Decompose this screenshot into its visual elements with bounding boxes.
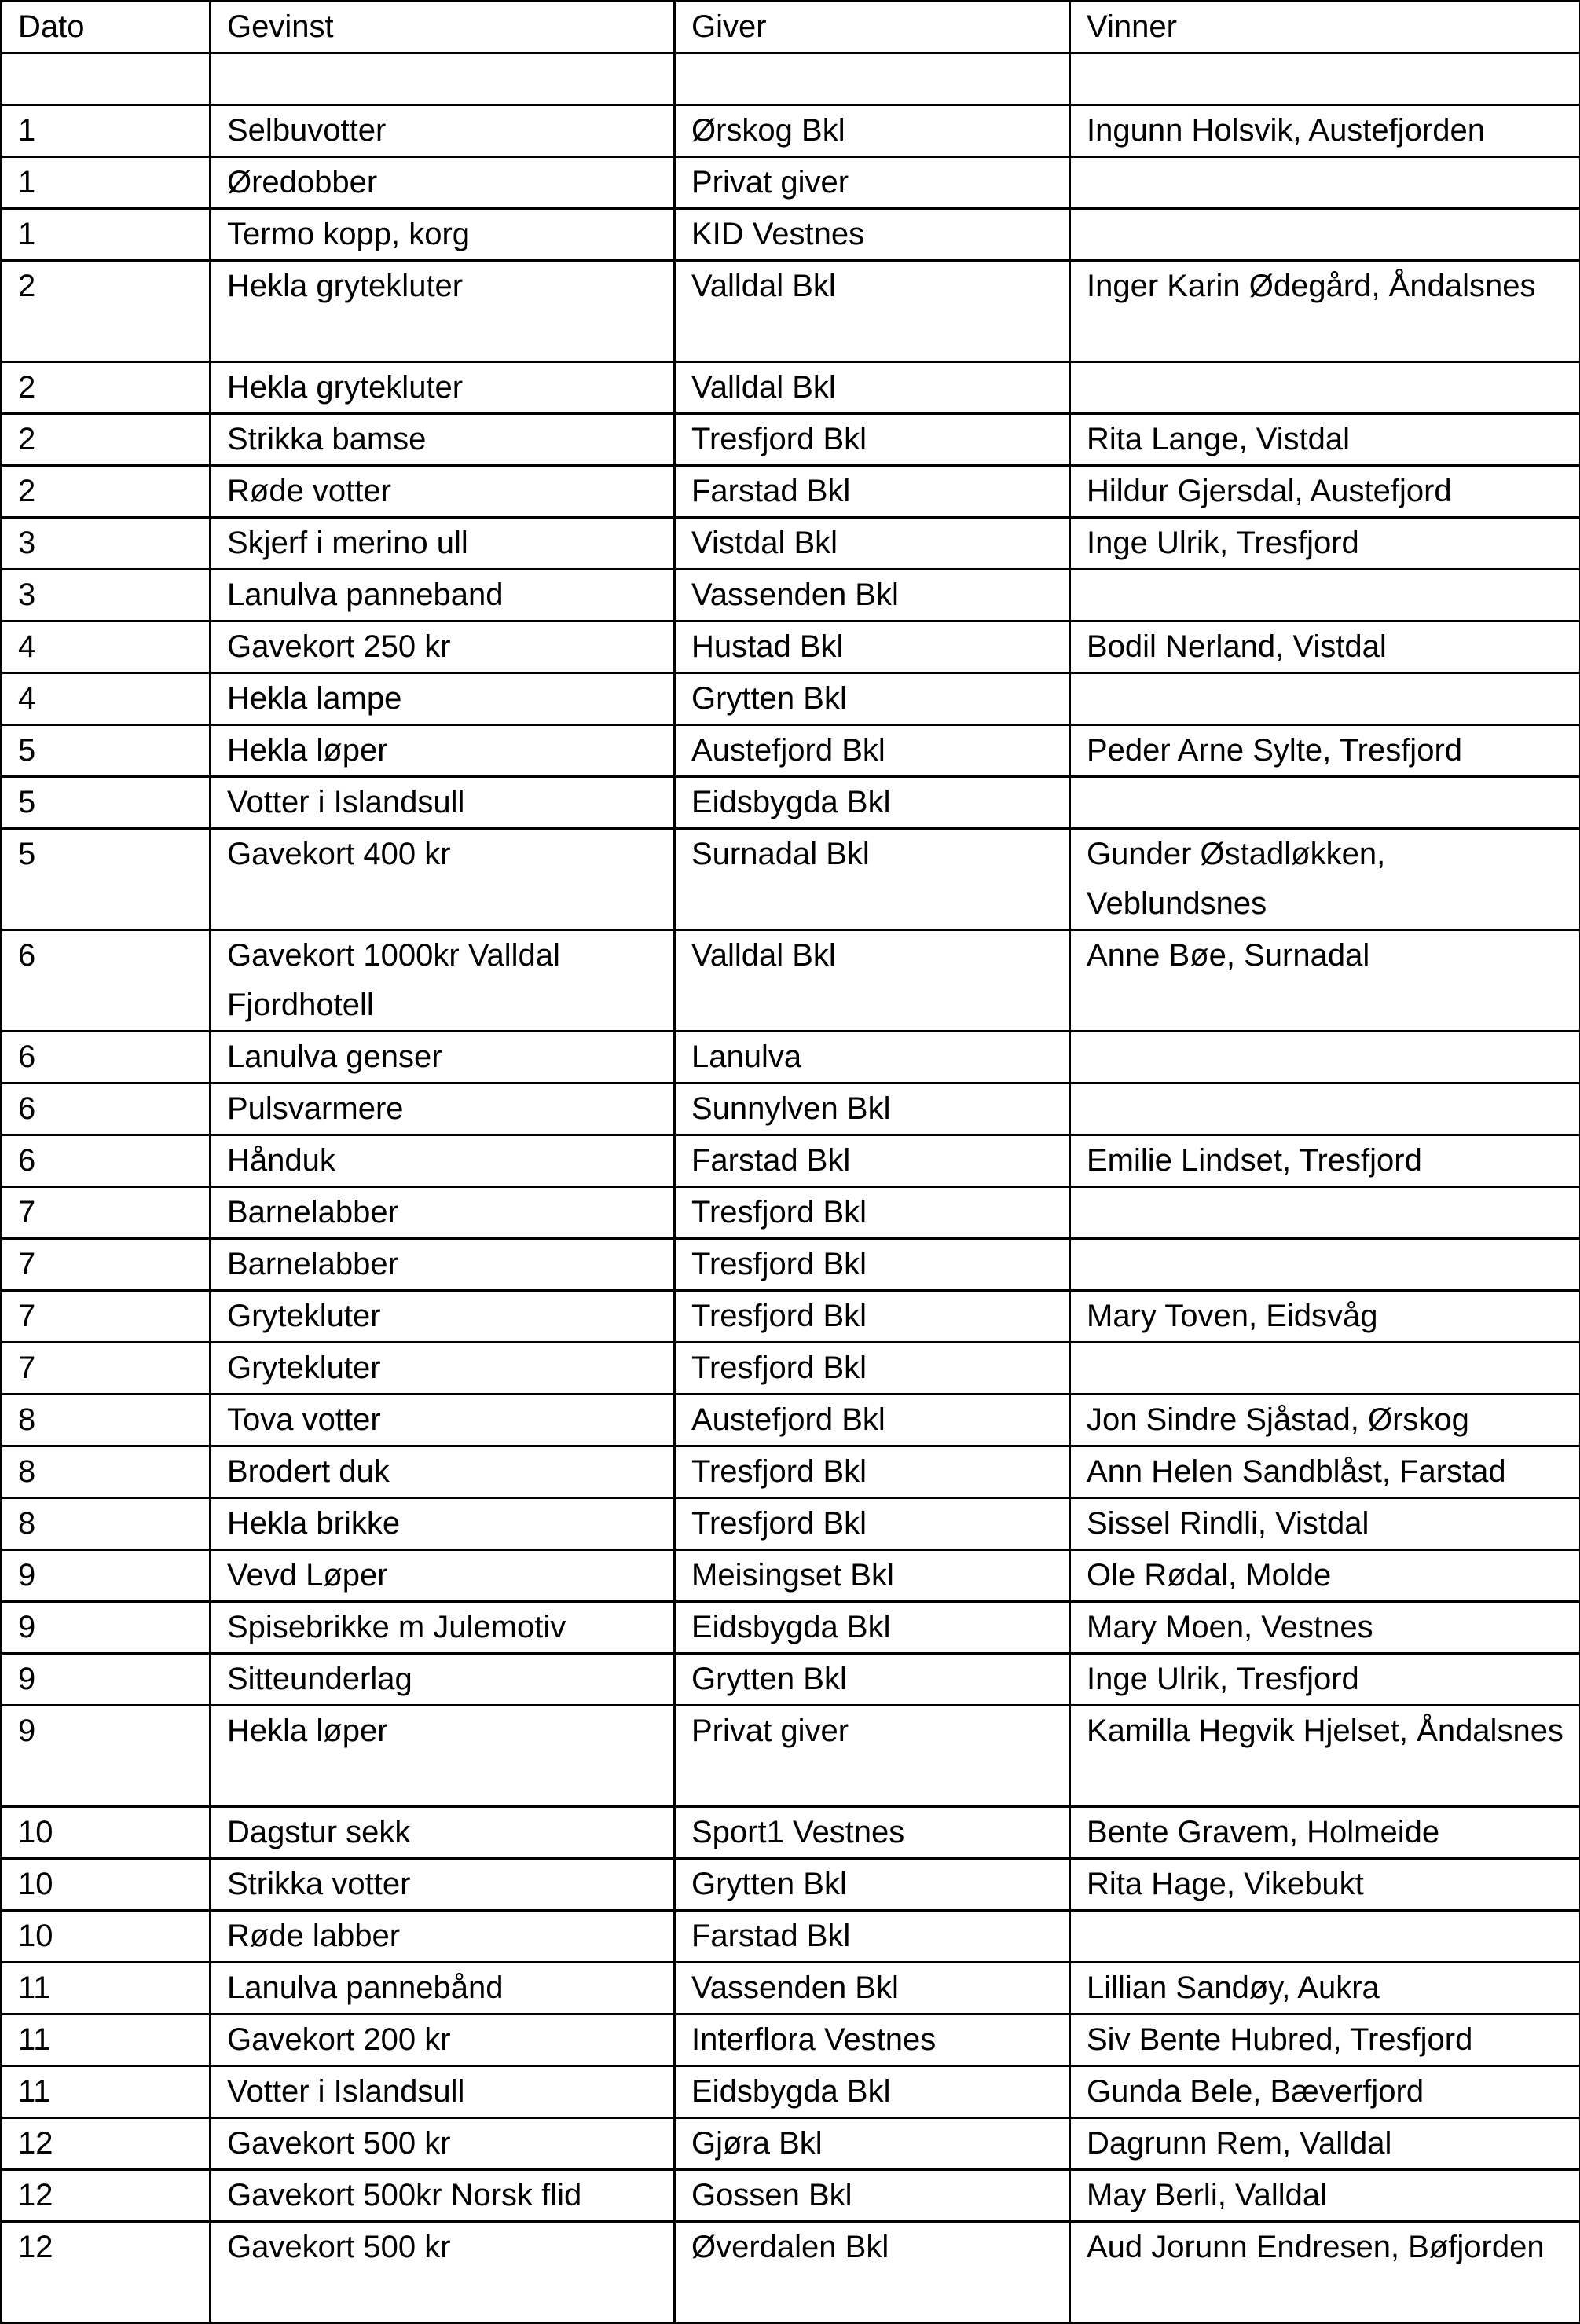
cell-gevinst: Gavekort 250 kr bbox=[211, 621, 675, 673]
table-row bbox=[2, 1395, 1580, 1446]
table-row bbox=[2, 2222, 1580, 2323]
cell-gevinst: Gavekort 500kr Norsk flid bbox=[211, 2170, 675, 2222]
cell-dato: 3 bbox=[2, 518, 211, 570]
cell-vinner: May Berli, Valldal bbox=[1070, 2170, 1580, 2222]
table-row bbox=[2, 2170, 1580, 2222]
cell-vinner bbox=[1070, 53, 1580, 105]
cell-giver: Vistdal Bkl bbox=[675, 518, 1070, 570]
cell-dato: 5 bbox=[2, 777, 211, 829]
cell-giver: Gjøra Bkl bbox=[675, 2118, 1070, 2170]
cell-vinner: Lillian Sandøy, Aukra bbox=[1070, 1963, 1580, 2014]
cell-giver: KID Vestnes bbox=[675, 209, 1070, 261]
table-row bbox=[2, 777, 1580, 829]
cell-dato: 10 bbox=[2, 1807, 211, 1859]
cell-giver: Grytten Bkl bbox=[675, 673, 1070, 725]
cell-gevinst: Gavekort 1000kr Valldal Fjordhotell bbox=[211, 930, 675, 1032]
cell-dato: 9 bbox=[2, 1706, 211, 1807]
cell-gevinst: Tova votter bbox=[211, 1395, 675, 1446]
table-row bbox=[2, 1135, 1580, 1187]
cell-giver: Grytten Bkl bbox=[675, 1859, 1070, 1911]
table-row bbox=[2, 1446, 1580, 1498]
cell-dato: 9 bbox=[2, 1602, 211, 1654]
cell-giver: Tresfjord Bkl bbox=[675, 1446, 1070, 1498]
cell-gevinst: Termo kopp, korg bbox=[211, 209, 675, 261]
cell-vinner: Siv Bente Hubred, Tresfjord bbox=[1070, 2014, 1580, 2066]
cell-vinner: Mary Toven, Eidsvåg bbox=[1070, 1291, 1580, 1343]
cell-vinner: Inger Karin Ødegård, Åndalsnes bbox=[1070, 261, 1580, 362]
cell-dato bbox=[2, 53, 211, 105]
table-row bbox=[2, 1859, 1580, 1911]
cell-giver: Austefjord Bkl bbox=[675, 1395, 1070, 1446]
cell-vinner: Kamilla Hegvik Hjelset, Åndalsnes bbox=[1070, 1706, 1580, 1807]
table-row bbox=[2, 1032, 1580, 1083]
cell-dato: 7 bbox=[2, 1343, 211, 1395]
cell-giver: Hustad Bkl bbox=[675, 621, 1070, 673]
header-cell-dato: Dato bbox=[2, 2, 211, 53]
cell-vinner: Rita Hage, Vikebukt bbox=[1070, 1859, 1580, 1911]
cell-gevinst: Lanulva panneband bbox=[211, 570, 675, 621]
cell-giver: Farstad Bkl bbox=[675, 1911, 1070, 1963]
cell-vinner: Anne Bøe, Surnadal bbox=[1070, 930, 1580, 1032]
cell-gevinst: Sitteunderlag bbox=[211, 1654, 675, 1706]
cell-giver: Sport1 Vestnes bbox=[675, 1807, 1070, 1859]
cell-giver: Valldal Bkl bbox=[675, 362, 1070, 414]
table-row bbox=[2, 1602, 1580, 1654]
cell-gevinst: Lanulva genser bbox=[211, 1032, 675, 1083]
cell-giver: Surnadal Bkl bbox=[675, 829, 1070, 930]
cell-giver: Farstad Bkl bbox=[675, 1135, 1070, 1187]
cell-giver: Tresfjord Bkl bbox=[675, 1239, 1070, 1291]
cell-gevinst: Strikka bamse bbox=[211, 414, 675, 466]
cell-gevinst: Grytekluter bbox=[211, 1291, 675, 1343]
cell-vinner bbox=[1070, 673, 1580, 725]
table-row bbox=[2, 1654, 1580, 1706]
table-row bbox=[2, 362, 1580, 414]
table-row bbox=[2, 1291, 1580, 1343]
cell-dato: 3 bbox=[2, 570, 211, 621]
cell-gevinst: Hekla lampe bbox=[211, 673, 675, 725]
cell-vinner bbox=[1070, 1343, 1580, 1395]
cell-giver: Tresfjord Bkl bbox=[675, 1343, 1070, 1395]
cell-gevinst: Lanulva pannebånd bbox=[211, 1963, 675, 2014]
cell-vinner: Aud Jorunn Endresen, Bøfjorden bbox=[1070, 2222, 1580, 2323]
table-row bbox=[2, 466, 1580, 518]
cell-vinner bbox=[1070, 1083, 1580, 1135]
cell-gevinst: Gavekort 500 kr bbox=[211, 2222, 675, 2323]
cell-gevinst: Vevd Løper bbox=[211, 1550, 675, 1602]
cell-vinner: Ole Rødal, Molde bbox=[1070, 1550, 1580, 1602]
cell-gevinst: Hekla grytekluter bbox=[211, 362, 675, 414]
cell-dato: 8 bbox=[2, 1446, 211, 1498]
cell-gevinst: Pulsvarmere bbox=[211, 1083, 675, 1135]
cell-dato: 8 bbox=[2, 1395, 211, 1446]
cell-vinner bbox=[1070, 1032, 1580, 1083]
cell-dato: 12 bbox=[2, 2170, 211, 2222]
table-row bbox=[2, 725, 1580, 777]
cell-vinner bbox=[1070, 1239, 1580, 1291]
cell-vinner bbox=[1070, 209, 1580, 261]
cell-dato: 10 bbox=[2, 1911, 211, 1963]
cell-gevinst: Gavekort 500 kr bbox=[211, 2118, 675, 2170]
cell-vinner: Mary Moen, Vestnes bbox=[1070, 1602, 1580, 1654]
cell-dato: 11 bbox=[2, 2014, 211, 2066]
cell-giver: Valldal Bkl bbox=[675, 930, 1070, 1032]
table-row bbox=[2, 1807, 1580, 1859]
cell-giver: Vassenden Bkl bbox=[675, 1963, 1070, 2014]
table-row bbox=[2, 1963, 1580, 2014]
table-row bbox=[2, 1550, 1580, 1602]
cell-gevinst: Brodert duk bbox=[211, 1446, 675, 1498]
cell-dato: 6 bbox=[2, 1135, 211, 1187]
cell-vinner: Sissel Rindli, Vistdal bbox=[1070, 1498, 1580, 1550]
cell-gevinst: Hekla løper bbox=[211, 1706, 675, 1807]
cell-dato: 7 bbox=[2, 1291, 211, 1343]
cell-dato: 9 bbox=[2, 1550, 211, 1602]
cell-gevinst: Hekla grytekluter bbox=[211, 261, 675, 362]
cell-vinner: Gunda Bele, Bæverfjord bbox=[1070, 2066, 1580, 2118]
cell-giver: Interflora Vestnes bbox=[675, 2014, 1070, 2066]
table-row bbox=[2, 53, 1580, 105]
table-row bbox=[2, 930, 1580, 1032]
cell-vinner: Ann Helen Sandblåst, Farstad bbox=[1070, 1446, 1580, 1498]
cell-vinner: Inge Ulrik, Tresfjord bbox=[1070, 1654, 1580, 1706]
cell-giver: Sunnylven Bkl bbox=[675, 1083, 1070, 1135]
cell-gevinst: Votter i Islandsull bbox=[211, 2066, 675, 2118]
table-row bbox=[2, 1239, 1580, 1291]
cell-gevinst: Skjerf i merino ull bbox=[211, 518, 675, 570]
cell-giver bbox=[675, 53, 1070, 105]
cell-vinner: Emilie Lindset, Tresfjord bbox=[1070, 1135, 1580, 1187]
table-row bbox=[2, 1187, 1580, 1239]
cell-dato: 7 bbox=[2, 1187, 211, 1239]
cell-vinner: Rita Lange, Vistdal bbox=[1070, 414, 1580, 466]
cell-giver: Meisingset Bkl bbox=[675, 1550, 1070, 1602]
cell-dato: 12 bbox=[2, 2118, 211, 2170]
cell-vinner bbox=[1070, 777, 1580, 829]
cell-vinner: Bente Gravem, Holmeide bbox=[1070, 1807, 1580, 1859]
cell-gevinst: Selbuvotter bbox=[211, 105, 675, 157]
cell-giver: Grytten Bkl bbox=[675, 1654, 1070, 1706]
table-header-row bbox=[2, 2, 1580, 53]
cell-dato: 2 bbox=[2, 261, 211, 362]
prize-table-body bbox=[2, 2, 1580, 2323]
cell-vinner: Dagrunn Rem, Valldal bbox=[1070, 2118, 1580, 2170]
table-row bbox=[2, 1343, 1580, 1395]
cell-giver: Ørskog Bkl bbox=[675, 105, 1070, 157]
cell-giver: Vassenden Bkl bbox=[675, 570, 1070, 621]
cell-vinner bbox=[1070, 570, 1580, 621]
cell-vinner bbox=[1070, 362, 1580, 414]
cell-vinner: Inge Ulrik, Tresfjord bbox=[1070, 518, 1580, 570]
cell-giver: Farstad Bkl bbox=[675, 466, 1070, 518]
cell-dato: 4 bbox=[2, 673, 211, 725]
cell-dato: 9 bbox=[2, 1654, 211, 1706]
cell-vinner: Jon Sindre Sjåstad, Ørskog bbox=[1070, 1395, 1580, 1446]
cell-dato: 1 bbox=[2, 209, 211, 261]
cell-gevinst: Barnelabber bbox=[211, 1239, 675, 1291]
header-cell-vinner: Vinner bbox=[1070, 2, 1580, 53]
cell-gevinst bbox=[211, 53, 675, 105]
cell-giver: Tresfjord Bkl bbox=[675, 414, 1070, 466]
cell-giver: Valldal Bkl bbox=[675, 261, 1070, 362]
table-row bbox=[2, 1083, 1580, 1135]
cell-giver: Eidsbygda Bkl bbox=[675, 1602, 1070, 1654]
table-row bbox=[2, 209, 1580, 261]
cell-gevinst: Barnelabber bbox=[211, 1187, 675, 1239]
cell-dato: 2 bbox=[2, 466, 211, 518]
cell-gevinst: Hånduk bbox=[211, 1135, 675, 1187]
cell-dato: 2 bbox=[2, 362, 211, 414]
table-row bbox=[2, 157, 1580, 209]
cell-dato: 7 bbox=[2, 1239, 211, 1291]
cell-gevinst: Grytekluter bbox=[211, 1343, 675, 1395]
cell-vinner: Hildur Gjersdal, Austefjord bbox=[1070, 466, 1580, 518]
table-row bbox=[2, 518, 1580, 570]
cell-giver: Austefjord Bkl bbox=[675, 725, 1070, 777]
cell-gevinst: Røde votter bbox=[211, 466, 675, 518]
cell-giver: Øverdalen Bkl bbox=[675, 2222, 1070, 2323]
header-cell-giver: Giver bbox=[675, 2, 1070, 53]
cell-vinner: Gunder Østadløkken, Veblundsnes bbox=[1070, 829, 1580, 930]
cell-gevinst: Hekla brikke bbox=[211, 1498, 675, 1550]
cell-giver: Eidsbygda Bkl bbox=[675, 777, 1070, 829]
cell-giver: Gossen Bkl bbox=[675, 2170, 1070, 2222]
cell-gevinst: Røde labber bbox=[211, 1911, 675, 1963]
cell-gevinst: Øredobber bbox=[211, 157, 675, 209]
cell-giver: Privat giver bbox=[675, 157, 1070, 209]
cell-gevinst: Strikka votter bbox=[211, 1859, 675, 1911]
cell-dato: 2 bbox=[2, 414, 211, 466]
cell-dato: 6 bbox=[2, 1032, 211, 1083]
table-row bbox=[2, 1498, 1580, 1550]
cell-gevinst: Dagstur sekk bbox=[211, 1807, 675, 1859]
cell-dato: 1 bbox=[2, 105, 211, 157]
table-row bbox=[2, 261, 1580, 362]
table-row bbox=[2, 2118, 1580, 2170]
cell-giver: Tresfjord Bkl bbox=[675, 1291, 1070, 1343]
cell-dato: 6 bbox=[2, 1083, 211, 1135]
table-row bbox=[2, 621, 1580, 673]
cell-dato: 5 bbox=[2, 829, 211, 930]
table-row bbox=[2, 829, 1580, 930]
table-row bbox=[2, 1911, 1580, 1963]
cell-gevinst: Hekla løper bbox=[211, 725, 675, 777]
cell-giver: Eidsbygda Bkl bbox=[675, 2066, 1070, 2118]
cell-gevinst: Spisebrikke m Julemotiv bbox=[211, 1602, 675, 1654]
cell-gevinst: Gavekort 400 kr bbox=[211, 829, 675, 930]
cell-dato: 10 bbox=[2, 1859, 211, 1911]
cell-dato: 8 bbox=[2, 1498, 211, 1550]
cell-giver: Privat giver bbox=[675, 1706, 1070, 1807]
cell-gevinst: Votter i Islandsull bbox=[211, 777, 675, 829]
cell-giver: Tresfjord Bkl bbox=[675, 1187, 1070, 1239]
cell-dato: 11 bbox=[2, 1963, 211, 2014]
table-row bbox=[2, 2066, 1580, 2118]
cell-giver: Tresfjord Bkl bbox=[675, 1498, 1070, 1550]
cell-vinner bbox=[1070, 1187, 1580, 1239]
table-row bbox=[2, 570, 1580, 621]
table-row bbox=[2, 2014, 1580, 2066]
cell-vinner: Bodil Nerland, Vistdal bbox=[1070, 621, 1580, 673]
table-row bbox=[2, 414, 1580, 466]
cell-vinner: Ingunn Holsvik, Austefjorden bbox=[1070, 105, 1580, 157]
cell-dato: 12 bbox=[2, 2222, 211, 2323]
table-row bbox=[2, 105, 1580, 157]
cell-giver: Lanulva bbox=[675, 1032, 1070, 1083]
cell-vinner bbox=[1070, 157, 1580, 209]
cell-vinner bbox=[1070, 1911, 1580, 1963]
cell-vinner: Peder Arne Sylte, Tresfjord bbox=[1070, 725, 1580, 777]
table-row bbox=[2, 673, 1580, 725]
cell-dato: 5 bbox=[2, 725, 211, 777]
cell-dato: 11 bbox=[2, 2066, 211, 2118]
cell-dato: 1 bbox=[2, 157, 211, 209]
cell-gevinst: Gavekort 200 kr bbox=[211, 2014, 675, 2066]
table-row bbox=[2, 1706, 1580, 1807]
header-cell-gevinst: Gevinst bbox=[211, 2, 675, 53]
cell-dato: 6 bbox=[2, 930, 211, 1032]
cell-dato: 4 bbox=[2, 621, 211, 673]
